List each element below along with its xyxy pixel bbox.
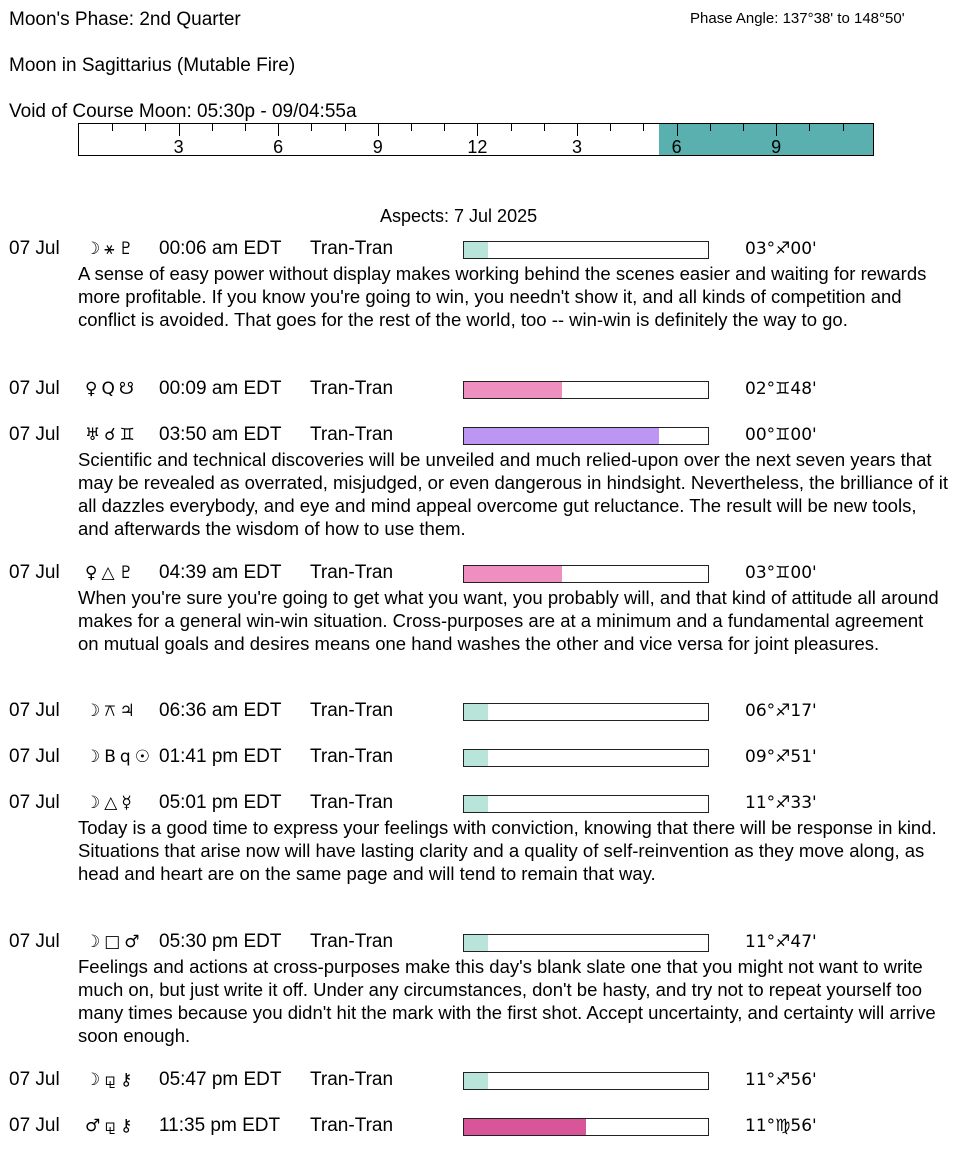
aspect-glyphs: ☽△☿ xyxy=(85,793,136,813)
aspect-date: 07 Jul xyxy=(9,424,60,445)
void-timeline xyxy=(78,123,874,156)
aspect-position: 03°♊00' xyxy=(745,563,817,583)
timeline-tick xyxy=(776,124,777,136)
aspect-strength-fill xyxy=(464,796,488,812)
timeline-tick xyxy=(544,124,545,131)
aspect-date: 07 Jul xyxy=(9,238,60,259)
timeline-tick-label: 6 xyxy=(671,137,682,157)
aspect-strength-bar xyxy=(463,241,709,259)
aspect-position: 11°♍56' xyxy=(745,1116,817,1136)
aspect-date: 07 Jul xyxy=(9,746,60,767)
aspect-time: 04:39 am EDT xyxy=(159,562,282,583)
aspect-description: When you're sure you're going to get what you want, you probably will, and that kind of attitude all around makes for a general win-win situation. Cross-purposes are at a minimum and a fundamental agreement on mutual goals and desires means one hand washes the other and vice versa for joint pleasures. xyxy=(78,587,939,654)
timeline-tick xyxy=(677,124,678,136)
timeline-tick xyxy=(809,124,810,131)
aspect-type: Tran-Tran xyxy=(310,931,394,952)
aspect-strength-bar xyxy=(463,795,709,813)
aspect-strength-fill xyxy=(464,242,488,258)
timeline-tick xyxy=(311,124,312,131)
aspect-type: Tran-Tran xyxy=(310,238,394,259)
timeline-tick xyxy=(743,124,744,131)
timeline-tick xyxy=(411,124,412,131)
aspect-type: Tran-Tran xyxy=(310,378,394,399)
aspect-time: 05:01 pm EDT xyxy=(159,792,282,813)
aspect-strength-bar xyxy=(463,749,709,767)
timeline-tick-label: 3 xyxy=(173,137,184,157)
moon-sign: Moon in Sagittarius (Mutable Fire) xyxy=(9,55,296,76)
aspect-position: 11°♐47' xyxy=(745,932,817,952)
timeline-tick xyxy=(843,124,844,131)
aspect-date: 07 Jul xyxy=(9,1069,60,1090)
aspect-glyphs: ☽□♂ xyxy=(85,932,144,952)
aspect-date: 07 Jul xyxy=(9,792,60,813)
timeline-tick xyxy=(710,124,711,131)
aspect-date: 07 Jul xyxy=(9,562,60,583)
timeline-tick xyxy=(212,124,213,131)
aspect-date: 07 Jul xyxy=(9,378,60,399)
timeline-tick-label: 6 xyxy=(273,137,284,157)
aspect-strength-bar xyxy=(463,427,709,445)
aspect-type: Tran-Tran xyxy=(310,1115,394,1136)
aspect-glyphs: ☽⚻♃ xyxy=(85,701,139,721)
aspect-strength-bar xyxy=(463,381,709,399)
aspect-strength-bar xyxy=(463,1072,709,1090)
aspect-description: Feelings and actions at cross-purposes make this day's blank slate one that you might not want to write much on, but just write it off. Under any circumstances, don't be hasty, and try not to repeat yourself too many times because you didn't hit the mark with the first shot. Accept uncertainty, and certainty will arrive soon enough. xyxy=(78,956,936,1046)
aspect-strength-fill xyxy=(464,566,562,582)
timeline-tick xyxy=(112,124,113,131)
aspect-time: 11:35 pm EDT xyxy=(159,1115,281,1136)
aspect-time: 01:41 pm EDT xyxy=(159,746,282,767)
aspect-strength-fill xyxy=(464,382,562,398)
phase-angle: Phase Angle: 137°38' to 148°50' xyxy=(690,10,905,27)
timeline-tick xyxy=(378,124,379,136)
void-of-course: Void of Course Moon: 05:30p - 09/04:55a xyxy=(9,101,357,122)
aspect-glyphs: ☽Bq☉ xyxy=(85,747,154,767)
aspect-position: 11°♐33' xyxy=(745,793,817,813)
aspect-description: A sense of easy power without display makes working behind the scenes easier and waiting for rewards more profitable. If you know you're going to win, you needn't show it, and all kinds of competition and conflict is avoided. That goes for the rest of the world, too -- win-win is definitely the way to go. xyxy=(78,263,927,330)
timeline-tick xyxy=(278,124,279,136)
aspect-type: Tran-Tran xyxy=(310,746,394,767)
timeline-tick-label: 9 xyxy=(372,137,383,157)
aspect-time: 05:47 pm EDT xyxy=(159,1069,282,1090)
aspect-position: 02°♊48' xyxy=(745,379,817,399)
aspect-type: Tran-Tran xyxy=(310,1069,394,1090)
aspect-type: Tran-Tran xyxy=(310,792,394,813)
aspect-glyphs: ♀Q☋ xyxy=(85,379,138,399)
aspect-strength-fill xyxy=(464,428,659,444)
aspect-glyphs: ♀△♇ xyxy=(85,563,138,583)
aspect-type: Tran-Tran xyxy=(310,424,394,445)
aspect-strength-fill xyxy=(464,935,488,951)
timeline-tick xyxy=(511,124,512,131)
aspect-strength-fill xyxy=(464,750,488,766)
aspect-position: 00°♊00' xyxy=(745,425,817,445)
aspect-glyphs: ♂⚼⚷ xyxy=(85,1116,137,1136)
aspect-strength-fill xyxy=(464,1119,586,1135)
aspect-type: Tran-Tran xyxy=(310,562,394,583)
timeline-tick-label: 3 xyxy=(571,137,583,157)
timeline-tick xyxy=(245,124,246,131)
aspect-time: 05:30 pm EDT xyxy=(159,931,282,952)
aspect-type: Tran-Tran xyxy=(310,700,394,721)
aspect-strength-fill xyxy=(464,1073,488,1089)
timeline-tick xyxy=(643,124,644,131)
timeline-tick xyxy=(145,124,146,131)
aspect-strength-bar xyxy=(463,703,709,721)
aspect-glyphs: ♅☌♊ xyxy=(85,425,139,445)
aspect-time: 03:50 am EDT xyxy=(159,424,282,445)
timeline-tick-label: 9 xyxy=(771,137,782,157)
aspect-time: 00:06 am EDT xyxy=(159,238,282,259)
aspect-time: 00:09 am EDT xyxy=(159,378,282,399)
aspect-description: Scientific and technical discoveries will be unveiled and much relied-upon over the next seven years that may be revealed as overrated, misjudged, or even dangerous in hindsight. Nevertheless, the brilliance of it all dazzles everybody, and eye and mind appeal overcome gut reluctance. The result will be new tools, and afterwards the wisdom of how to use them. xyxy=(78,449,948,539)
aspect-date: 07 Jul xyxy=(9,1115,60,1136)
aspect-strength-bar xyxy=(463,934,709,952)
moon-phase: Moon's Phase: 2nd Quarter xyxy=(9,9,241,30)
aspect-strength-fill xyxy=(464,704,488,720)
aspect-strength-bar xyxy=(463,1118,709,1136)
timeline-tick xyxy=(345,124,346,131)
aspect-strength-bar xyxy=(463,565,709,583)
aspect-date: 07 Jul xyxy=(9,700,60,721)
aspect-date: 07 Jul xyxy=(9,931,60,952)
timeline-tick xyxy=(610,124,611,131)
timeline-tick-label: 12 xyxy=(467,137,488,157)
aspect-description: Today is a good time to express your feelings with conviction, knowing that there will be response in kind. Situations that arise now will have lasting clarity and a quality of self-reinvention as they move along, as head and heart are on the same page and will tend to remain that way. xyxy=(78,817,937,884)
timeline-tick xyxy=(477,124,478,136)
aspect-glyphs: ☽⚹♇ xyxy=(85,239,138,259)
aspect-position: 03°♐00' xyxy=(745,239,817,259)
timeline-tick xyxy=(577,124,578,136)
aspect-glyphs: ☽⚼⚷ xyxy=(85,1070,137,1090)
aspect-time: 06:36 am EDT xyxy=(159,700,282,721)
void-period-fill xyxy=(659,124,873,155)
timeline-tick xyxy=(444,124,445,131)
aspect-position: 11°♐56' xyxy=(745,1070,817,1090)
aspects-title: Aspects: 7 Jul 2025 xyxy=(380,206,538,226)
timeline-tick xyxy=(179,124,180,136)
aspect-position: 06°♐17' xyxy=(745,701,817,721)
aspect-position: 09°♐51' xyxy=(745,747,817,767)
